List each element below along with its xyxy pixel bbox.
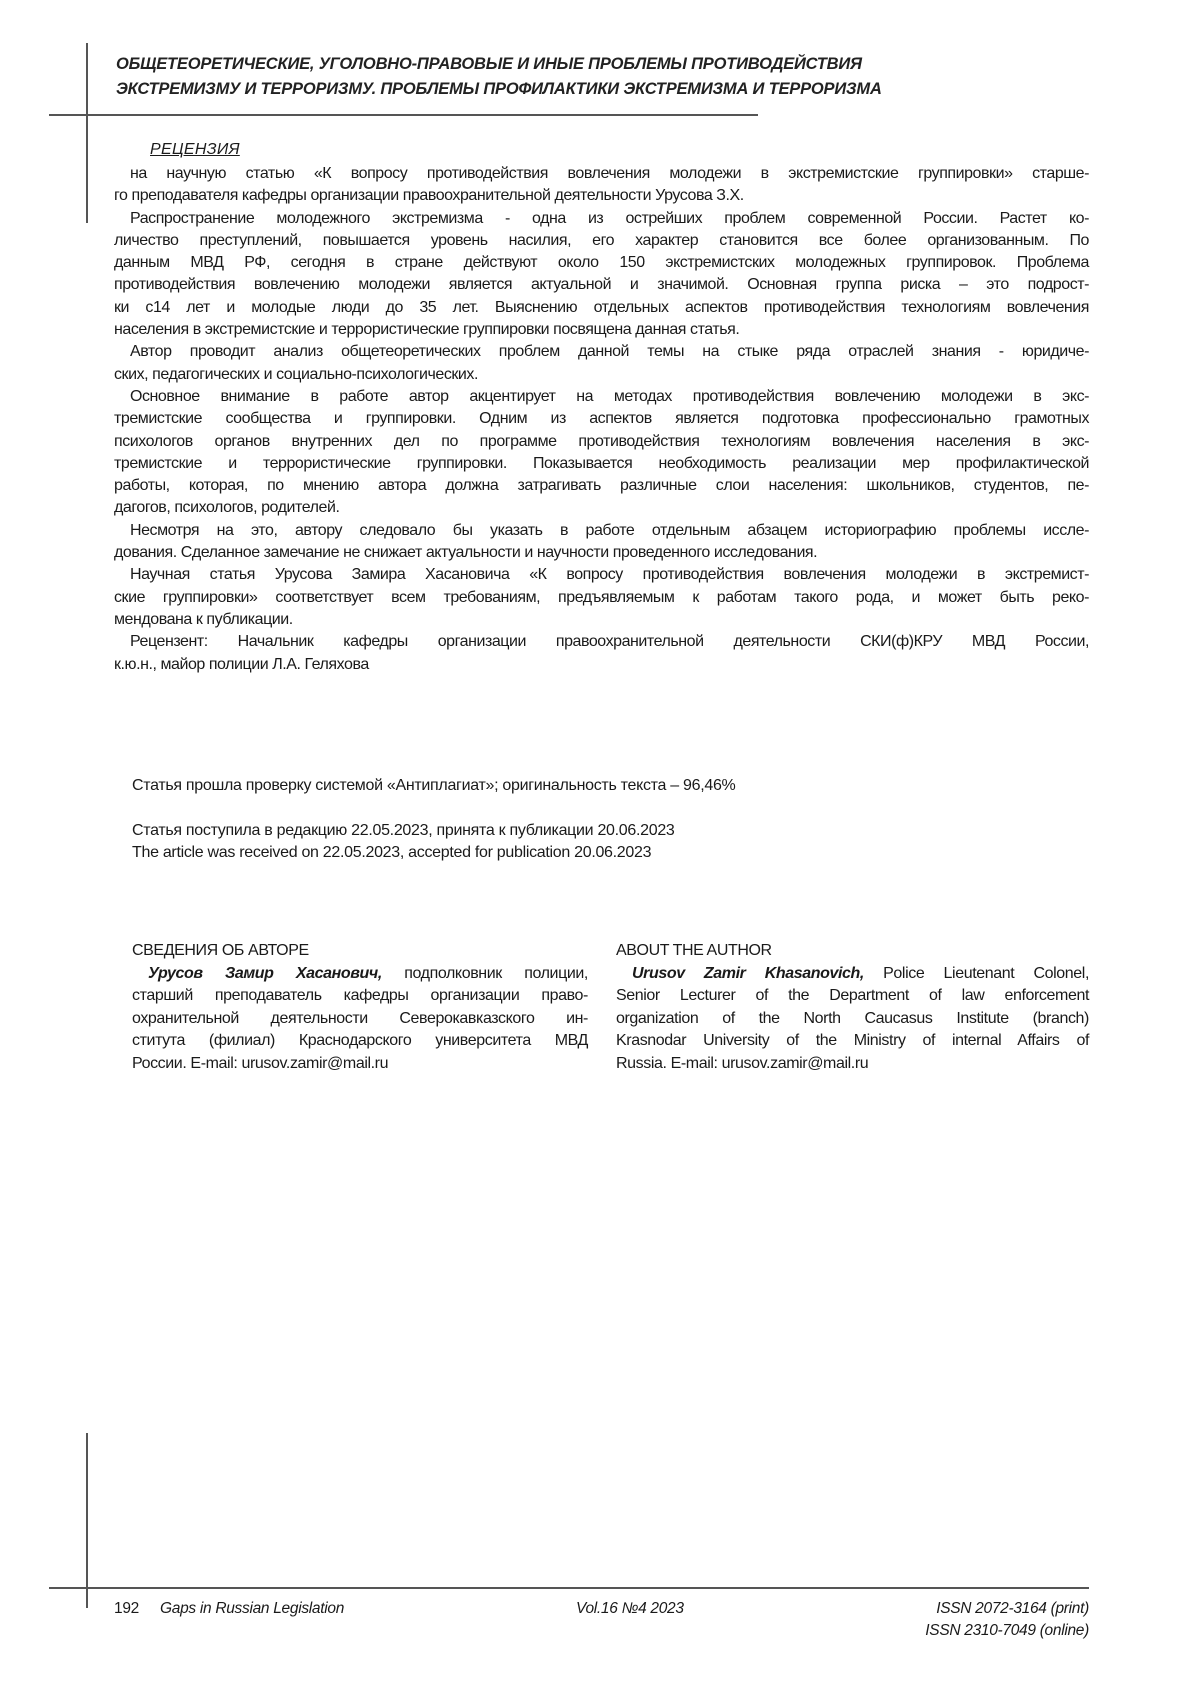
review-text-line: Распространение молодежного экстремизма - одна из острейших проблем современной России. Растет ко- bbox=[130, 209, 1089, 227]
author-info-en bbox=[616, 940, 1089, 1075]
issn-online: ISSN 2310-7049 (online) bbox=[925, 1622, 1089, 1639]
review-text-line: Основное внимание в работе автор акцентирует на методах противодействия вовлечению молодежи в экс- bbox=[130, 387, 1089, 405]
issue-info: Vol.16 №4 2023 bbox=[576, 1600, 684, 1617]
author-line-text: подполковник полиции, bbox=[381, 964, 588, 982]
author-line: Russia. E-mail: urusov.zamir@mail.ru bbox=[616, 1054, 869, 1072]
review-text-line: тремистские сообщества и группировки. Одним из аспектов является подготовка профессионально грамотных bbox=[114, 410, 1089, 428]
author-line: ститута (филиал) Краснодарского университета МВД bbox=[132, 1032, 588, 1049]
review-text-line: ских, педагогических и социально-психологических. bbox=[114, 365, 478, 383]
author-line bbox=[132, 963, 588, 986]
review-text-line: дагогов, психологов, родителей. bbox=[114, 499, 340, 517]
review-text-line: населения в экстремистские и террористические группировки посвящена данная статья. bbox=[114, 321, 740, 339]
issn-print: ISSN 2072-3164 (print) bbox=[936, 1600, 1089, 1617]
header-rule bbox=[49, 114, 758, 116]
review-text-line: Научная статья Урусова Замира Хасановича «К вопросу противодействия вовлечения молодежи в экстремист- bbox=[130, 566, 1089, 584]
review-text-line: противодействия вовлечению молодежи является актуальной и значимой. Основная группа риска – это подрост- bbox=[114, 276, 1089, 294]
review-text-line: к.ю.н., майор полиции Л.А. Геляхова bbox=[114, 655, 369, 673]
review-text-line: Рецензент: Начальник кафедры организации правоохранительной деятельности СКИ(ф)КРУ МВД России, bbox=[130, 633, 1089, 651]
review-text-line: данным МВД РФ, сегодня в стране действуют около 150 экстремистских молодежных группировок. Проблема bbox=[114, 254, 1089, 272]
received-note-ru: Статья поступила в редакцию 22.05.2023, принята к публикации 20.06.2023 bbox=[132, 822, 675, 839]
author-line: Krasnodar University of the Ministry of internal Affairs of bbox=[616, 1032, 1089, 1049]
author-line bbox=[616, 963, 1089, 986]
review-text-line: мендована к публикации. bbox=[114, 610, 293, 628]
section-header-line: ОБЩЕТЕОРЕТИЧЕСКИЕ, УГОЛОВНО-ПРАВОВЫЕ И ИНЫЕ ПРОБЛЕМЫ ПРОТИВОДЕЙСТВИЯ bbox=[116, 55, 862, 73]
bottom-margin-vertical-rule bbox=[86, 1433, 88, 1608]
review-text-line: Несмотря на это, автору следовало бы указать в работе отдельным абзацем историографию проблемы иссле- bbox=[130, 521, 1089, 539]
author-line: России. E-mail: urusov.zamir@mail.ru bbox=[132, 1054, 389, 1072]
received-note-en: The article was received on 22.05.2023, accepted for publication 20.06.2023 bbox=[132, 844, 652, 861]
top-margin-vertical-rule bbox=[86, 43, 88, 223]
author-name-en: Urusov Zamir Khasanovich, bbox=[632, 964, 864, 982]
journal-name: Gaps in Russian Legislation bbox=[160, 1600, 345, 1617]
author-heading-en: ABOUT THE AUTHOR bbox=[616, 942, 772, 959]
review-text-line: дования. Сделанное замечание не снижает актуальности и научности проведенного исследования. bbox=[114, 544, 818, 562]
review-text-line: тремистские и террористические группировки. Показывается необходимость реализации мер профилактической bbox=[114, 454, 1089, 472]
review-body bbox=[114, 163, 1089, 676]
footer-rule bbox=[49, 1587, 1089, 1589]
page-number: 192 bbox=[114, 1600, 139, 1617]
author-line: старший преподаватель кафедры организации право- bbox=[132, 987, 588, 1004]
review-title: РЕЦЕНЗИЯ bbox=[150, 141, 240, 158]
author-line: organization of the North Caucasus Institute (branch) bbox=[616, 1009, 1089, 1027]
review-text-line: работы, которая, по мнению автора должна затрагивать различные слои населения: школьников, студентов, пе- bbox=[114, 477, 1089, 495]
author-heading-ru: СВЕДЕНИЯ ОБ АВТОРЕ bbox=[132, 942, 309, 959]
review-text-line: ские группировки» соответствует всем требованиям, предъявляемым к работам такого рода, и может быть реко- bbox=[114, 588, 1089, 606]
review-text-line: го преподавателя кафедры организации правоохранительной деятельности Урусова З.Х. bbox=[114, 187, 744, 205]
review-text-line: ки с14 лет и молодые люди до 35 лет. Выяснению отдельных аспектов противодействия технологиям вовлечения bbox=[114, 298, 1089, 316]
author-line: охранительной деятельности Северокавказского ин- bbox=[132, 1009, 588, 1027]
author-name-ru: Урусов Замир Хасанович, bbox=[148, 964, 382, 982]
antiplagiat-note: Статья прошла проверку системой «Антиплагиат»; оригинальность текста – 96,46% bbox=[132, 777, 736, 794]
review-text-line: на научную статью «К вопросу противодействия вовлечения молодежи в экстремистские группировки» старше- bbox=[130, 165, 1089, 182]
section-header bbox=[116, 52, 882, 102]
author-line-text: Police Lieutenant Colonel, bbox=[863, 964, 1089, 982]
author-info-ru bbox=[132, 940, 588, 1075]
section-header-line: ЭКСТРЕМИЗМУ И ТЕРРОРИЗМУ. ПРОБЛЕМЫ ПРОФИЛАКТИКИ ЭКСТРЕМИЗМА И ТЕРРОРИЗМА bbox=[116, 80, 882, 98]
author-line: Senior Lecturer of the Department of law enforcement bbox=[616, 987, 1089, 1004]
review-text-line: Автор проводит анализ общетеоретических проблем данной темы на стыке ряда отраслей знания - юридиче- bbox=[130, 343, 1089, 361]
review-text-line: личество преступлений, повышается уровень насилия, его характер становится все более организованным. По bbox=[114, 231, 1089, 249]
review-text-line: психологов органов внутренних дел по программе противодействия технологиям вовлечения населения в экс- bbox=[114, 432, 1089, 450]
